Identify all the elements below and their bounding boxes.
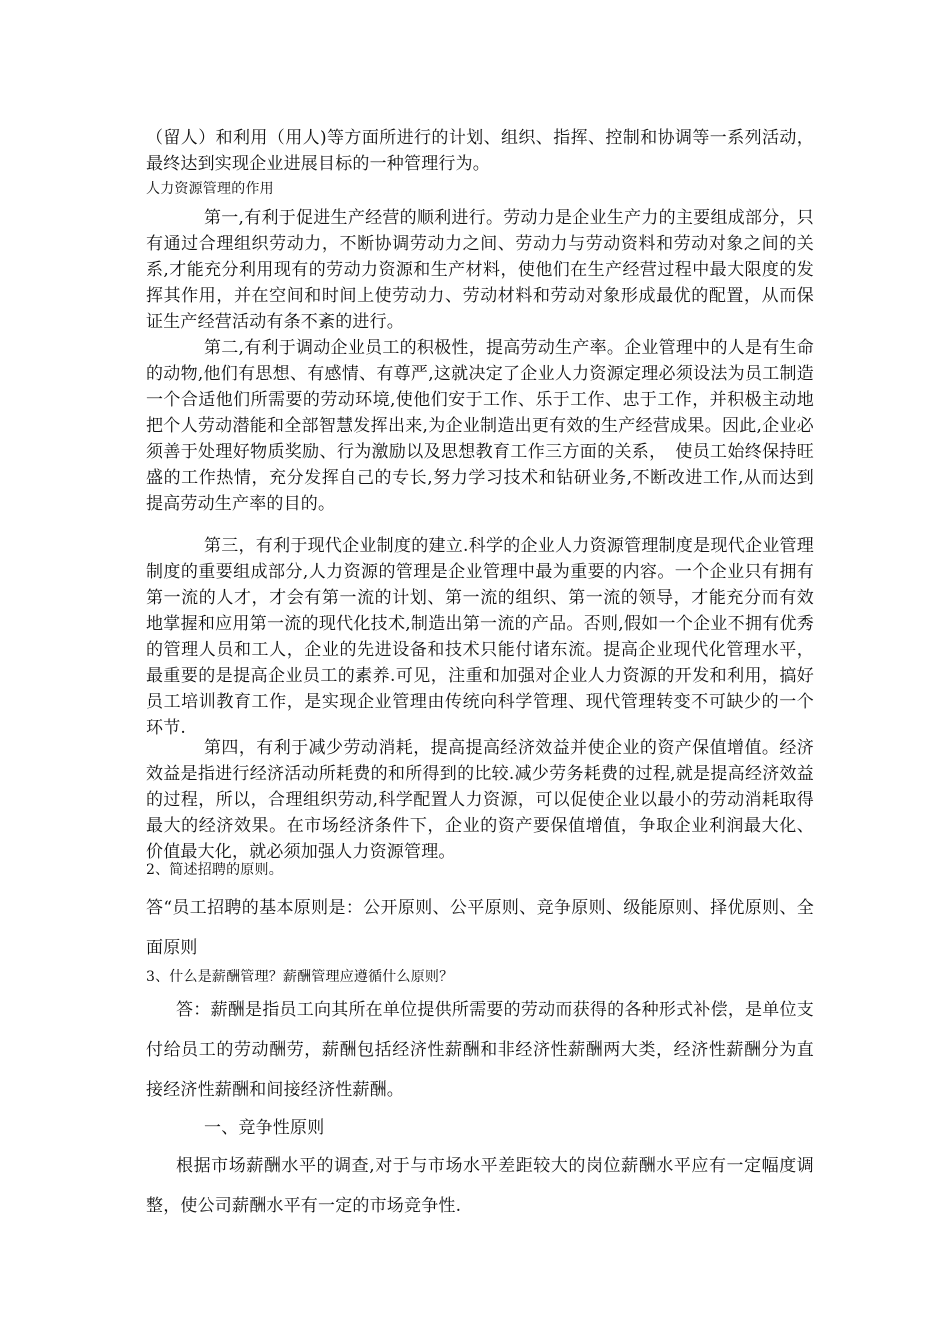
paragraph-second: 第二,有利于调动企业员工的积极性，提高劳动生产率。企业管理中的人是有生命的动物,他们有思想、有感情、有尊严,这就决定了企业人力资源定理必须设法为员工制造一个合适他们所需要的劳动环境,使他们安于工作、乐于工作、忠于工作，并积极主动地把个人劳动潜能和全部智慧发挥出来,为企业制造出更有效的生产经营成果。因此,企业必须善于处理好物质奖励、行为激励以及思想教育工作三方面的关系， 使员工始终保持旺盛的工作热情，充分发挥自己的专长,努力学习技术和钻研业务,不断改进工作,从而达到提高劳动生产率的目的。 bbox=[146, 338, 814, 514]
paragraph-first: 第一,有利于促进生产经营的顺利进行。劳动力是企业生产力的主要组成部分，只有通过合理组织劳动力，不断协调劳动力之间、劳动力与劳动资料和劳动对象之间的关系,才能充分利用现有的劳动力资源和生产材料，使他们在生产经营过程中最大限度的发挥其作用，并在空间和时间上使劳动力、劳动材料和劳动对象形成最优的配置，从而保证生产经营活动有条不紊的进行。 bbox=[146, 208, 814, 332]
paragraph-third: 第三，有利于现代企业制度的建立.科学的企业人力资源管理制度是现代企业管理制度的重要组成部分,人力资源的管理是企业管理中最为重要的内容。一个企业只有拥有第一流的人才，才会有第一流的计划、第一流的组织、第一流的领导，才能充分而有效地掌握和应用第一流的现代化技术,制造出第一流的产品。否则,假如一个企业不拥有优秀的管理人员和工人，企业的先进设备和技术只能付诸东流。提高企业现代化管理水平，最重要的是提高企业员工的素养.可见，注重和加强对企业人力资源的开发和利用，搞好员工培训教育工作，是实现企业管理由传统向科学管理、现代管理转变不可缺少的一个环节. bbox=[146, 536, 814, 738]
intro-paragraph: （留人）和利用（用人)等方面所进行的计划、组织、指挥、控制和协调等一系列活动，最终达到实现企业进展目标的一种管理行为。 bbox=[146, 128, 814, 174]
section-heading-role: 人力资源管理的作用 bbox=[146, 181, 274, 197]
answer-2: 答“员工招聘的基本原则是：公开原则、公平原则、竞争原则、级能原则、择优原则、全面原则 bbox=[146, 898, 814, 958]
question-2: 2、简述招聘的原则。 bbox=[146, 862, 283, 878]
answer-3: 答：薪酬是指员工向其所在单位提供所需要的劳动而获得的各种形式补偿，是单位支付给员工的劳动酬劳，薪酬包括经济性薪酬和非经济性薪酬两大类，经济性薪酬分为直接经济性薪酬和间接经济性薪酬。 bbox=[146, 1000, 814, 1100]
competitiveness-paragraph: 根据市场薪酬水平的调查,对于与市场水平差距较大的岗位薪酬水平应有一定幅度调整，使公司薪酬水平有一定的市场竞争性. bbox=[146, 1156, 814, 1216]
subheading-competitiveness: 一、竞争性原则 bbox=[204, 1118, 325, 1138]
paragraph-fourth: 第四，有利于减少劳动消耗，提高提高经济效益并使企业的资产保值增值。经济效益是指进行经济活动所耗费的和所得到的比较.减少劳务耗费的过程,就是提高经济效益的过程，所以，合理组织劳动,科学配置人力资源，可以促使企业以最小的劳动消耗取得最大的经济效果。在市场经济条件下，企业的资产要保值增值，争取企业利润最大化、价值最大化，就必须加强人力资源管理。 bbox=[146, 738, 814, 862]
question-3: 3、什么是薪酬管理？薪酬管理应遵循什么原则？ bbox=[146, 969, 454, 985]
